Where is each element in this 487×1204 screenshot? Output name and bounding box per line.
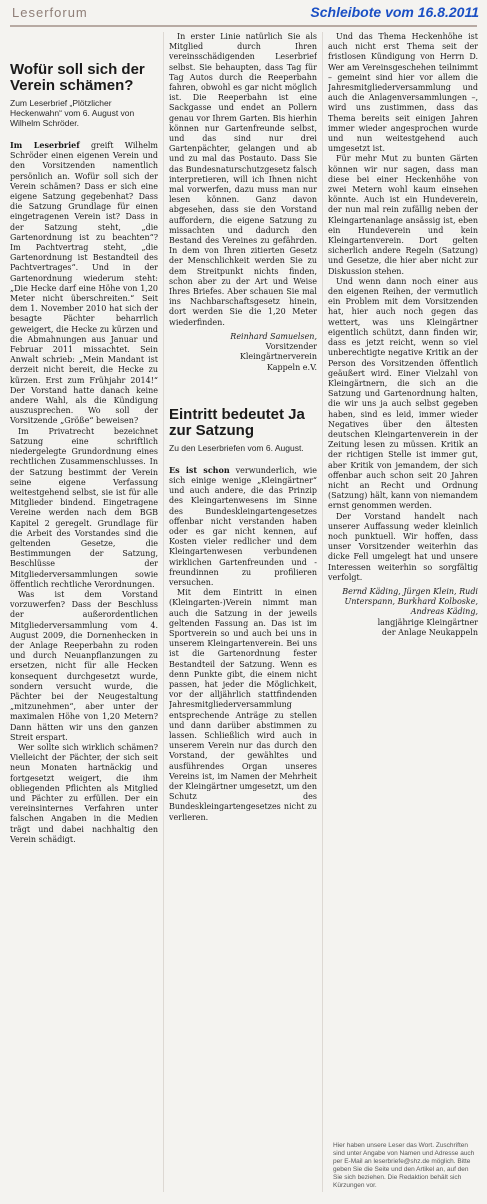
column-divider: [163, 32, 164, 1192]
page-header: [0, 0, 487, 28]
section-label: Leserforum: [12, 5, 88, 20]
article-2-paragraph: Für mehr Mut zu bunten Gärten können wir nur sagen, dass man diese bei einer Heckenhöhe von zwei Metern wohl kaum einsehen könnte. Auch ist ein Hundeverein, der nun mal rein zufällig neben der Kleingartenanlage ansässig ist, eben ein Hundeverein und kein Kleingartenverein. Dort gelten sicherlich andere Regeln (Satzung) und Gesetze, die hier aber nicht zur Diskussion stehen.: [328, 154, 478, 276]
article-2-paragraph: [169, 465, 317, 588]
article-1-paragraph: Wer sollte sich wirklich schämen? Vielleicht der Pächter, der sich seit neun Monaten hartnäckig und fortgesetzt weigert, die ihm obliegenden Pflichten als Mitglied und Pächter zu erfüllen. Der ein vereinsinternes Verfahren unter falschen Angaben in die Medien trägt und dabei nachhaltig den Verein schädigt.: [10, 742, 158, 844]
article-1-title: Wofür soll sich der Verein schämen?: [10, 61, 145, 94]
article-2-authors-role: langjährige Kleingärtner: [377, 617, 478, 627]
article-1-role: Kleingärtnerverein: [239, 352, 317, 362]
article-1-author: Reinhard Samuelsen,: [230, 331, 317, 341]
header-rule: [10, 25, 477, 27]
article-1-subtitle: Zum Leserbrief „Plötzlicher Heckenwahn“ vom 6. August von Wilhelm Schröder.: [10, 98, 135, 128]
article-1-role: Kappeln e.V.: [266, 362, 317, 372]
column-divider: [322, 32, 323, 1192]
article-1-paragraph: Im Privatrecht bezeichnet Satzung eine schriftlich niedergelegte Grundordnung eines rechtlichen Zusammenschlusses. In der Satzung bestimmt der Verein seine eigene Verfassung weitestgehend selbst, sie ist für alle Mitglieder bindend. Eingetragene Vereine werden nach dem BGB Kapitel 2 geregelt. Grundlage für die Arbeit des Vorstandes sind die geltenden Gesetze, die Bestimmungen der Satzung, Beschlüsse der Mitgliederversammlungen sowie öffentlich rechtliche Verordnungen.: [10, 426, 158, 589]
article-2-lead: Es ist schon: [169, 464, 230, 475]
article-1-role: Vorsitzender: [265, 342, 317, 352]
article-1-paragraph: [10, 140, 158, 427]
article-2-subtitle: Zu den Leserbriefen vom 6. August.: [169, 442, 304, 453]
article-2-paragraph: Und das Thema Heckenhöhe ist auch nicht erst Thema seit der fristlosen Kündigung von Herrn D. Wer am Vereinsgeschehen teilnimmt – gemeint sind hier vor allem die Jahresmitgliederversammlung und auch die Anlagenversammlungen –, wird uns zustimmen, dass das Thema bereits seit einigen Jahren immer wieder angesprochen wurde und nun weitestgehend auch umgesetzt ist.: [328, 32, 478, 154]
column-1: [10, 32, 158, 1196]
column-3: [328, 32, 478, 1196]
article-2-authors-role: der Anlage Neukappeln: [381, 627, 478, 637]
column-2: [169, 32, 317, 1196]
article-2-paragraph: Mit dem Eintritt in einen (Kleingarten-)Verein nimmt man auch die Satzung in der jeweils geltenden Fassung an. Das ist im Sportverein so und auch bei uns in unserem Kleingartenverein. Bei uns ist die Gartenordnung fester Bestandteil der Satzung. Wenn es denn Punkte gibt, die einem nicht passen, hat jeder die Möglichkeit, vor der alljährlich stattfindenden Jahresmitgliederversammlung entsprechende Anträge zu stellen und dann darüber abstimmen zu lassen. Schließlich wird auch in unserem Verein nur das durch den Vorstand, der gewähltes und ausführendes Organ unseres Vereins ist, im Namen der Mehrheit der Kleingärtner umgesetzt, um den Schutz des Bundeskleingartengesetzes nicht zu verlieren.: [169, 588, 317, 822]
article-2-paragraph-text: verwunderlich, wie sich einige wenige „Kleingärtner“ und auch andere, die das Prinzip des Kleingartenwesens im Sinne des Bundeskleingartengesetzes offenbar nicht verstanden haben oder es gar nicht kennen, auf Kosten vieler redlicher und dem Kleingartenwesen verbundenen wirklichen Gartenfreunden und -freundinnen zu profilieren versuchen.: [169, 465, 317, 587]
masthead-date: Schleibote vom 16.8.2011: [310, 4, 479, 20]
article-1-paragraph: Was ist dem Vorstand vorzuwerfen? Dass der Beschluss der außerordentlichen Mitgliederversammlung vom 4. August 2009, die Dornenhecken in der Anlage Reeperbahn zu roden und durch Neuanpflanzungen zu ersetzen, nicht für alle Hecken konsequent durchgesetzt wurde, sondern versucht wurde, die Pächter bei der Neugestaltung „mitzunehmen“, aber unter der maximalen Höhe von 1,20 Metern? Dann hätten wir uns den ganzen Streit erspart.: [10, 589, 158, 742]
article-1-lead: Im Leserbrief: [10, 140, 80, 150]
article-2: [169, 407, 317, 823]
article-2-paragraph: Der Vorstand handelt nach unserer Auffassung weder kleinlich noch punktuell. Wir hoffen, dass unser Vorsitzender weiterhin das dicke Fell umgelegt hat und unsere Interessen weiterhin so sorgfältig verfolgt.: [328, 511, 478, 582]
footer-note: Hier haben unsere Leser das Wort. Zuschriften sind unter Angabe von Namen und Adresse auch per E-Mail an leserbriefe@shz.de möglich. Bitte geben Sie die Seite und den Artikel an, auf den Sie sich beziehen. Die Redaktion behält sich Kürzungen vor.: [333, 1142, 475, 1189]
article-1-paragraph: In erster Linie natürlich Sie als Mitglied durch Ihren vereinsschädigenden Leserbrief selbst. Sie behaupten, dass Tag für Tag Autos durch die Reeperbahn fahren, obwohl es gar nicht möglich ist. Die Reeperbahn ist eine Sackgasse und endet an Pollern genau vor Ihrem Garten. Bis hierhin können nur Gartenfreunde selbst, und das sind nur drei Gartenpächter, gelangen und ab und zu mal das Postauto. Dass Sie das Bundesnaturschutzgesetz falsch interpretieren, will ich Ihnen nicht mal vorwerfen, dazu muss man nur lesen können. Ganz davon abgesehen, dass sie den Vorstand auffordern, die eigene Satzung zu missachten und dadurch den Bestand des Vereines zu gefährden. In dem von Ihren zitierten Gesetz der Menschlichkeit werden Sie zu dem Streitpunkt nichts finden, schon aber zu der Art und Weise Ihres Briefes. Aber schauen Sie mal ins Nachbarschaftsgesetz hinein, dort werden Sie die 1,20 Meter wiederfinden.: [169, 32, 317, 327]
article-2-title: Eintritt bedeutet Ja zur Satzung: [169, 405, 305, 439]
article-1-paragraph-text: greift Wilhelm Schröder einen eigenen Verein und den Vorsitzenden namentlich persönlich an. Wofür soll sich der Verein schämen? Dass er sich eine eigene Satzung gegebenhat? Dass die Satzung Grundlage für einen eingetragenen Verein ist? Dass in der Satzung steht, „die Gartenordnung ist zu beachten“? Im Pachtvertrag steht, „die Gartenordnung ist Bestandteil des Pachtvertrages“. Und in der Gartenordnung wiederum steht: „Die Hecke darf eine Höhe von 1,20 Meter nicht überschreiten.“ Seit dem 1. November 2010 hat sich der besagte Pächter beharrlich geweigert, die Hecke zu kürzen und die Abmahnungen aus Januar und Februar 2011 missachtet. Sein Anwalt schrieb: „Mein Mandant ist derzeit nicht bereit, die Hecke zu kürzen. Erst zum Frühjahr 2014!“ Der Vorstand hatte danach keine andere Wahl, als die Kündigung auszusprechen. Wo soll der Vorsitzende „Größe“ beweisen?: [10, 141, 158, 426]
article-2-paragraph: Und wenn dann noch einer aus den eigenen Reihen, der vermutlich ein Problem mit dem Vorsitzenden hat, hier auch noch gegen das wettert, was uns Kleingärtner eigentlich schützt, dann finden wir, dass es jetzt reicht, wenn so viel unberechtigte negative Kritik an der Person des Vorsitzenden öffentlich geäußert wird. Einer Vielzahl von Kleingärtnern, die sich an die Satzung und Gartenordnung halten, die wir uns ja auch selbst gegeben haben, sind es leid, immer wieder Negatives über den ältesten deutschen Kleingartenverein in der Zeitung lesen zu müssen. Kritik an der richtigen Stelle ist immer gut, aber Kritik von jemandem, der sich offenbar auch schon seit 20 Jahren nicht an Recht und Ordnung (Satzung) hält, kann von niemandem ernst genommen werden.: [328, 276, 478, 511]
article-2-authors: Bernd Käding, Jürgen Klein, Rudi Unterspann, Burkhard Kolboske, Andreas Käding,: [342, 586, 478, 617]
